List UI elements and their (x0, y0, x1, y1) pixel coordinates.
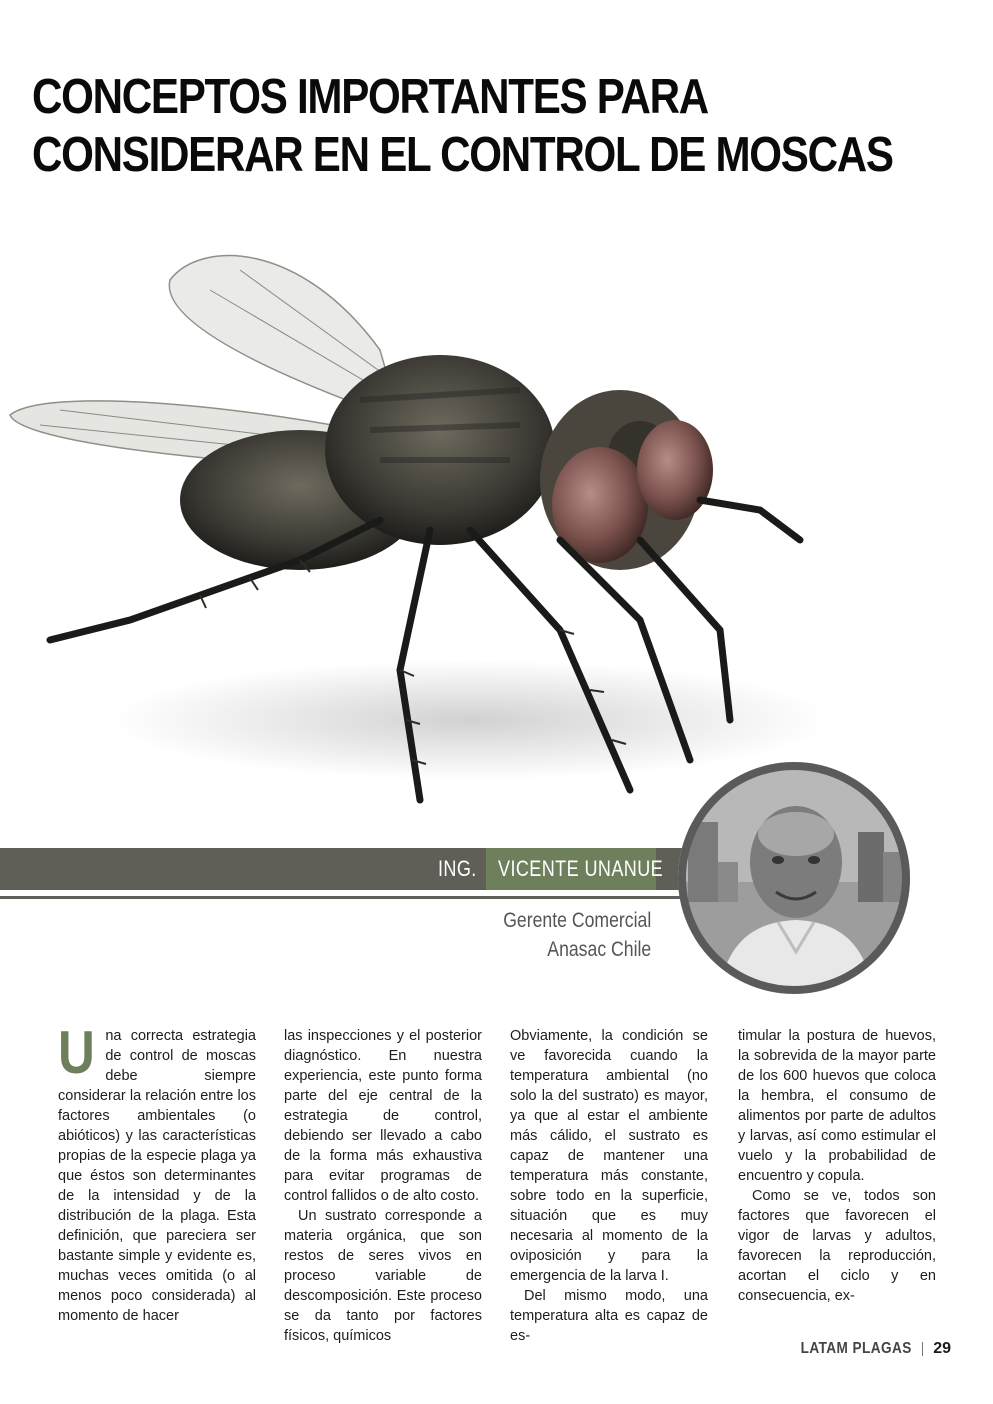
author-avatar (678, 762, 910, 994)
body-paragraph: Obviamente, la condición se ve favorecida cuando la temperatura ambiental (no solo la del sustrato) es mayor, ya que al estar el ambiente más cálido, el sustrato es capaz de mantener una temperatura más constante, sobre todo en la superficie, situación que es muy necesaria al momento de la oviposición y para la emergencia de la larva I. (510, 1028, 708, 1284)
magazine-name: LATAM PLAGAS (801, 1340, 913, 1357)
author-title-prefix: ING. (438, 856, 477, 881)
page-footer (781, 1340, 951, 1358)
page-number: 29 (933, 1340, 951, 1357)
author-company: Anasac Chile (547, 938, 651, 961)
body-paragraph: Como se ve, todos son factores que favorecen el vigor de larvas y adultos, favorecen la reproducción, acortan el ciclo y en consecuencia, ex- (738, 1188, 936, 1304)
author-position: Gerente Comercial (502, 909, 651, 932)
article-column-4 (738, 1026, 936, 1306)
housefly-photo (0, 200, 993, 840)
article-column-2 (284, 1026, 482, 1346)
article-column-3 (510, 1026, 708, 1346)
footer-separator (922, 1342, 923, 1356)
body-paragraph: na correcta estrategia de control de moscas debe siempre considerar la relación entre los factores ambientales (o abióticos) y las características propias de la especie plaga ya que éstos son determinantes de la intensidad y de la distribución de la plaga. Esta definición, que pareciera ser bastante simple y evidente es, muchas veces omitida (o al menos poco considerada) al momento de hacer (58, 1028, 256, 1324)
dropcap: U (58, 1019, 95, 1086)
body-paragraph: Un sustrato corresponde a materia orgánica, que son restos de seres vivos en proceso variable de descomposición. Este proceso se da tanto por factores físicos, químicos (284, 1208, 482, 1344)
body-paragraph: Del mismo modo, una temperatura alta es capaz de es- (510, 1288, 708, 1344)
body-paragraph: timular la postura de huevos, la sobrevida de la mayor parte de los 600 huevos que coloca la hembra, el consumo de alimentos por parte de adultos y larvas, así como estimular el vuelo y la probabilidad de encuentro y copula. (738, 1028, 936, 1184)
author-divider (0, 896, 720, 899)
article-title-line-2: CONSIDERAR EN EL CONTROL DE MOSCAS (32, 128, 893, 182)
article-title (32, 68, 893, 184)
article-title-line-1: CONCEPTOS IMPORTANTES PARA (32, 70, 708, 124)
author-role (503, 906, 651, 964)
article-column-1 (58, 1019, 256, 1326)
body-paragraph: las inspecciones y el posterior diagnóstico. En nuestra experiencia, este punto forma parte del eje central de la estrategia de control, debiendo ser llevado a cabo de la forma más exhaustiva para evitar programas de control fallidos o de alto costo. (284, 1028, 482, 1204)
author-name: VICENTE UNANUE (498, 856, 664, 881)
